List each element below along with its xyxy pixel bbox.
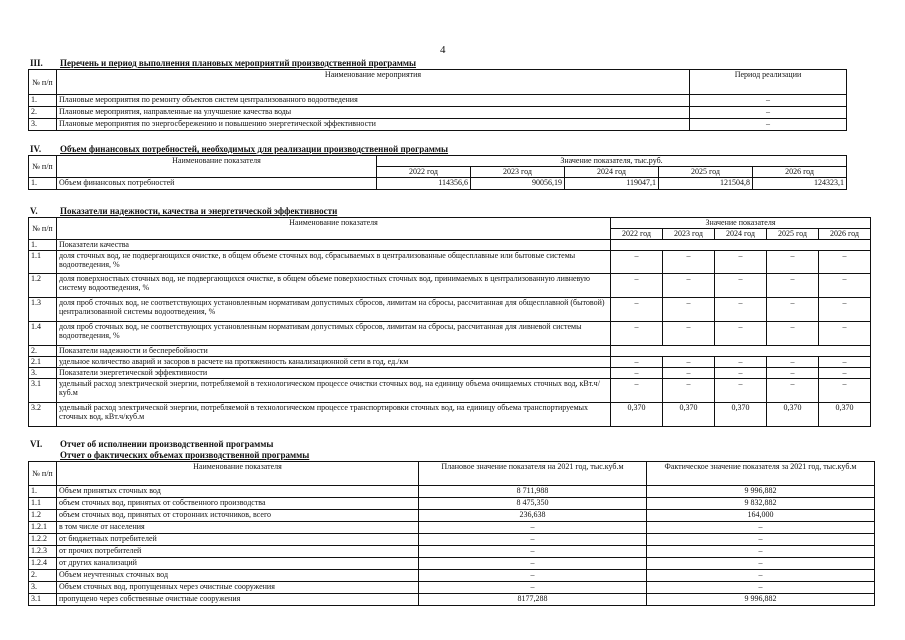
- row-value: –: [715, 274, 767, 298]
- table-row: [29, 558, 875, 570]
- row-value: –: [715, 322, 767, 346]
- row-no: 1.4: [29, 322, 57, 346]
- row-value: 0,370: [715, 403, 767, 427]
- header-year: 2022 год: [611, 229, 663, 240]
- section-title: Объем финансовых потребностей, необходимых для реализации производственной программы: [60, 144, 449, 154]
- header-period: Период реализации: [690, 70, 847, 95]
- section-title: Перечень и период выполнения плановых мероприятий производственной программы: [60, 58, 417, 68]
- row-name: Плановые мероприятия по ремонту объектов систем централизованного водоотведения: [57, 95, 690, 107]
- row-no: 1.1: [29, 498, 57, 510]
- row-plan: –: [419, 570, 647, 582]
- row-value: –: [715, 379, 767, 403]
- row-plan: –: [419, 558, 647, 570]
- table-row: [29, 570, 875, 582]
- row-value: –: [767, 379, 819, 403]
- row-value: –: [819, 379, 871, 403]
- row-period: –: [690, 107, 847, 119]
- row-name: Показатели энергетической эффективности: [57, 368, 611, 379]
- row-value: –: [663, 251, 715, 274]
- row-name: от бюджетных потребителей: [57, 534, 419, 546]
- section-vi-heading: [30, 439, 273, 450]
- row-value: –: [819, 368, 871, 379]
- row-name: удельное количество аварий и засоров в расчете на протяженность канализационной сети в год, ед./км: [57, 357, 611, 368]
- row-name: от прочих потребителей: [57, 546, 419, 558]
- row-fact: –: [647, 546, 875, 558]
- row-value: –: [767, 322, 819, 346]
- section-iii-heading: [30, 58, 416, 69]
- header-no: № п/п: [29, 156, 57, 178]
- row-name: Объем финансовых потребностей: [57, 178, 377, 190]
- row-name: пропущено через собственные очистные сооружения: [57, 594, 419, 606]
- row-value: –: [715, 357, 767, 368]
- row-no: 1.3: [29, 298, 57, 322]
- row-plan: 8 475,350: [419, 498, 647, 510]
- row-plan: 8 711,988: [419, 486, 647, 498]
- section-number: V.: [30, 206, 38, 216]
- section-title: Отчет об исполнении производственной программы: [60, 439, 274, 449]
- row-value: –: [611, 322, 663, 346]
- row-name: доля проб сточных вод, не соответствующих установленным нормативам допустимых сбросов, лимитам на сбросы, рассчитанная для ливневой системы водоотведения, %: [57, 322, 611, 346]
- header-year: 2025 год: [659, 167, 753, 178]
- header-no: № п/п: [29, 70, 57, 95]
- table-row: [29, 298, 871, 322]
- header-value: Значение показателя: [611, 218, 871, 229]
- row-fact: –: [647, 522, 875, 534]
- empty-cell: [611, 346, 871, 357]
- header-name: Наименование мероприятия: [57, 70, 690, 95]
- report-table: [28, 461, 875, 606]
- header-fact: Фактическое значение показателя за 2021 год, тыс.куб.м: [647, 462, 875, 486]
- row-no: 3.: [29, 368, 57, 379]
- row-no: 3.2: [29, 403, 57, 427]
- header-year: 2025 год: [767, 229, 819, 240]
- table-row: [29, 346, 871, 357]
- row-name: от других канализаций: [57, 558, 419, 570]
- header-year: 2024 год: [715, 229, 767, 240]
- table-row: [29, 322, 871, 346]
- row-value: –: [767, 357, 819, 368]
- row-no: 3.1: [29, 594, 57, 606]
- table-row: [29, 510, 875, 522]
- row-fact: –: [647, 582, 875, 594]
- row-value: –: [663, 298, 715, 322]
- row-fact: 9 996,882: [647, 486, 875, 498]
- row-no: 2.: [29, 107, 57, 119]
- section-iv-heading: [30, 144, 448, 155]
- section-title: Показатели надежности, качества и энергетической эффективности: [60, 206, 338, 216]
- table-row: [29, 178, 847, 190]
- quality-indicators-table: [28, 217, 871, 427]
- empty-cell: [611, 240, 871, 251]
- row-value: –: [611, 379, 663, 403]
- row-name: Показатели качества: [57, 240, 611, 251]
- row-value: 0,370: [611, 403, 663, 427]
- table-row: [29, 486, 875, 498]
- row-value: –: [767, 368, 819, 379]
- row-period: –: [690, 119, 847, 131]
- row-no: 1.2.1: [29, 522, 57, 534]
- row-fact: 9 996,882: [647, 594, 875, 606]
- row-plan: 236,638: [419, 510, 647, 522]
- row-fact: –: [647, 558, 875, 570]
- header-year: 2026 год: [819, 229, 871, 240]
- row-plan: –: [419, 546, 647, 558]
- row-value: –: [663, 322, 715, 346]
- row-value: –: [819, 357, 871, 368]
- row-value: –: [611, 274, 663, 298]
- row-value: –: [767, 274, 819, 298]
- table-row: [29, 498, 875, 510]
- row-no: 1.2.2: [29, 534, 57, 546]
- row-value: 90056,19: [471, 178, 565, 190]
- row-fact: –: [647, 534, 875, 546]
- table-row: [29, 368, 871, 379]
- row-value: 0,370: [663, 403, 715, 427]
- row-no: 3.1: [29, 379, 57, 403]
- table-row: [29, 119, 847, 131]
- row-name: Объем сточных вод, пропущенных через очистные сооружения: [57, 582, 419, 594]
- row-name: Объем неучтенных сточных вод: [57, 570, 419, 582]
- row-value: –: [663, 379, 715, 403]
- row-name: доля сточных вод, не подвергающихся очистке, в общем объеме сточных вод, сбрасываемых в централизованные общесплавные или бытовые системы водоотведения, %: [57, 251, 611, 274]
- row-no: 1.2.4: [29, 558, 57, 570]
- row-name: удельный расход электрической энергии, потребляемой в технологическом процессе транспортировки сточных вод, на единицу объема транспортируемых сточных вод, кВт.ч/куб.м: [57, 403, 611, 427]
- row-value: –: [819, 274, 871, 298]
- header-year: 2023 год: [663, 229, 715, 240]
- table-row: [29, 546, 875, 558]
- row-value: –: [715, 251, 767, 274]
- row-value: –: [819, 298, 871, 322]
- row-no: 1.2: [29, 274, 57, 298]
- table-row: [29, 582, 875, 594]
- table-row: [29, 107, 847, 119]
- row-value: –: [819, 322, 871, 346]
- header-year: 2024 год: [565, 167, 659, 178]
- table-row: [29, 594, 875, 606]
- row-plan: 8177,288: [419, 594, 647, 606]
- row-no: 1.: [29, 240, 57, 251]
- section-number: VI.: [30, 439, 43, 449]
- row-value: –: [819, 251, 871, 274]
- activities-table: [28, 69, 847, 131]
- row-no: 1.: [29, 95, 57, 107]
- row-name: доля поверхностных сточных вод, не подвергающихся очистке, в общем объеме поверхностных сточных вод, принимаемых в централизованную ливневую систему водоотведения, %: [57, 274, 611, 298]
- row-name: Объем принятых сточных вод: [57, 486, 419, 498]
- table-row: [29, 251, 871, 274]
- header-year: 2022 год: [377, 167, 471, 178]
- header-value: Значение показателя, тыс.руб.: [377, 156, 847, 167]
- row-fact: –: [647, 570, 875, 582]
- section-number: IV.: [30, 144, 42, 154]
- row-value: –: [611, 298, 663, 322]
- row-fact: 164,000: [647, 510, 875, 522]
- row-value: –: [767, 251, 819, 274]
- row-value: –: [611, 357, 663, 368]
- header-year: 2026 год: [753, 167, 847, 178]
- table-row: [29, 357, 871, 368]
- row-name: объем сточных вод, принятых от собственного производства: [57, 498, 419, 510]
- row-value: –: [767, 298, 819, 322]
- table-row: [29, 522, 875, 534]
- row-value: –: [663, 368, 715, 379]
- row-plan: –: [419, 534, 647, 546]
- row-value: –: [715, 368, 767, 379]
- row-no: 1.2: [29, 510, 57, 522]
- header-name: Наименование показателя: [57, 218, 611, 240]
- row-no: 1.: [29, 486, 57, 498]
- table-row: [29, 403, 871, 427]
- row-fact: 9 832,882: [647, 498, 875, 510]
- row-value: 0,370: [767, 403, 819, 427]
- row-name: Плановые мероприятия, направленные на улучшение качества воды: [57, 107, 690, 119]
- row-no: 1.1: [29, 251, 57, 274]
- table-row: [29, 379, 871, 403]
- header-plan: Плановое значение показателя на 2021 год, тыс.куб.м: [419, 462, 647, 486]
- row-no: 3.: [29, 119, 57, 131]
- row-value: 124323,1: [753, 178, 847, 190]
- section-number: III.: [30, 58, 43, 68]
- row-value: –: [611, 368, 663, 379]
- row-no: 1.2.3: [29, 546, 57, 558]
- row-value: 119047,1: [565, 178, 659, 190]
- header-year: 2023 год: [471, 167, 565, 178]
- table-row: [29, 240, 871, 251]
- row-value: 114356,6: [377, 178, 471, 190]
- header-no: № п/п: [29, 218, 57, 240]
- section-vi-subtitle: [60, 450, 309, 461]
- row-no: 2.1: [29, 357, 57, 368]
- section-v-heading: [30, 206, 337, 217]
- row-name: в том числе от населения: [57, 522, 419, 534]
- row-value: 0,370: [819, 403, 871, 427]
- row-no: 3.: [29, 582, 57, 594]
- row-name: Плановые мероприятия по энергосбережению и повышению энергетической эффективности: [57, 119, 690, 131]
- row-name: Показатели надежности и бесперебойности: [57, 346, 611, 357]
- row-name: объем сточных вод, принятых от сторонних источников, всего: [57, 510, 419, 522]
- header-no: № п/п: [29, 462, 57, 486]
- table-row: [29, 534, 875, 546]
- row-value: –: [663, 274, 715, 298]
- row-no: 2.: [29, 346, 57, 357]
- row-period: –: [690, 95, 847, 107]
- page-number: 4: [440, 44, 446, 56]
- row-name: удельный расход электрической энергии, потребляемой в технологическом процессе очистки сточных вод, на единицу объема очищаемых сточных вод, кВт.ч/куб.м: [57, 379, 611, 403]
- row-value: 121504,8: [659, 178, 753, 190]
- row-no: 2.: [29, 570, 57, 582]
- header-name: Наименование показателя: [57, 462, 419, 486]
- row-value: –: [611, 251, 663, 274]
- row-no: 1.: [29, 178, 57, 190]
- row-name: доля проб сточных вод, не соответствующих установленным нормативам допустимых сбросов, лимитам на сбросы, рассчитанная для общесплавной (бытовой) централизованной системы водоотведения, %: [57, 298, 611, 322]
- row-value: –: [663, 357, 715, 368]
- section-subtitle: Отчет о фактических объемах производственной программы: [60, 450, 310, 460]
- row-plan: –: [419, 522, 647, 534]
- table-row: [29, 274, 871, 298]
- finance-table: [28, 155, 847, 190]
- table-row: [29, 95, 847, 107]
- row-value: –: [715, 298, 767, 322]
- row-plan: –: [419, 582, 647, 594]
- header-name: Наименование показателя: [57, 156, 377, 178]
